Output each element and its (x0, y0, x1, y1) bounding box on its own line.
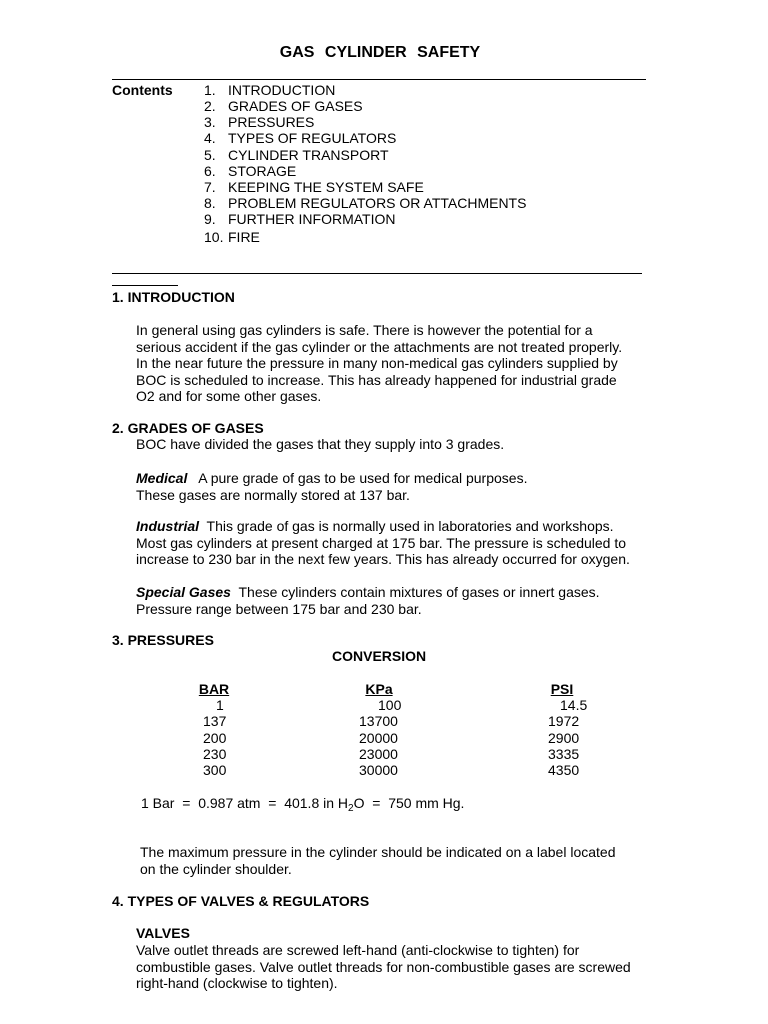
industrial-grade-paragraph: Industrial This grade of gas is normally used in laboratories and workshops. Most gas cylinders at present charged at 175 bar. The pressure is scheduled to increase to 230 bar in the next few years. This has already occurred for oxygen. (136, 518, 630, 568)
valves-subheading: VALVES (136, 925, 190, 941)
column-header-psi: PSI (550, 681, 574, 697)
medical-term: Medical (136, 470, 188, 486)
pressure-equivalence: 1 Bar = 0.987 atm = 401.8 in $H_2O = 750$ mm Hg. (141, 795, 465, 814)
section-heading-grades: 2. GRADES OF GASES (112, 420, 264, 436)
industrial-term: Industrial (136, 518, 200, 534)
section-heading-valves-regulators: 4. TYPES OF VALVES & REGULATORS (112, 893, 370, 909)
title-underline (112, 79, 646, 80)
section-heading-pressures: 3. PRESSURES (112, 632, 214, 648)
contents-label: Contents (112, 82, 173, 98)
special-gases-term: Special Gases (136, 584, 231, 600)
valves-paragraph: Valve outlet threads are screwed left-hand (anti-clockwise to tighten) for combustible gases. Valve outlet threads for non-combustible gases are screwed right-hand (clockwise to tighten). (136, 942, 631, 992)
page-title: GAS CYLINDER SAFETY (279, 44, 481, 61)
section-divider (112, 273, 642, 274)
column-header-kpa: KPa (365, 681, 393, 697)
grades-intro: BOC have divided the gases that they supply into 3 grades. (136, 436, 505, 452)
special-gases-paragraph: Special Gases These cylinders contain mixtures of gases or innert gases. Pressure range between 175 bar and 230 bar. (136, 584, 600, 617)
section-divider-tail (112, 285, 178, 286)
column-header-bar: BAR (198, 681, 230, 697)
section-heading-introduction: 1. INTRODUCTION (112, 289, 235, 305)
max-pressure-note: The maximum pressure in the cylinder should be indicated on a label located on the cylinder shoulder. (140, 844, 616, 877)
introduction-paragraph: In general using gas cylinders is safe. There is however the potential for a serious accident if the gas cylinder or the attachments are not treated properly. In the near future the pressure in many non-medical gas cylinders supplied by BOC is scheduled to increase. This has already happened for industrial grade O2 and for some other gases. (136, 322, 623, 405)
conversion-table-title: CONVERSION (332, 648, 427, 664)
medical-grade-paragraph: Medical A pure grade of gas to be used for medical purposes. These gases are normally stored at 137 bar. (136, 470, 528, 503)
